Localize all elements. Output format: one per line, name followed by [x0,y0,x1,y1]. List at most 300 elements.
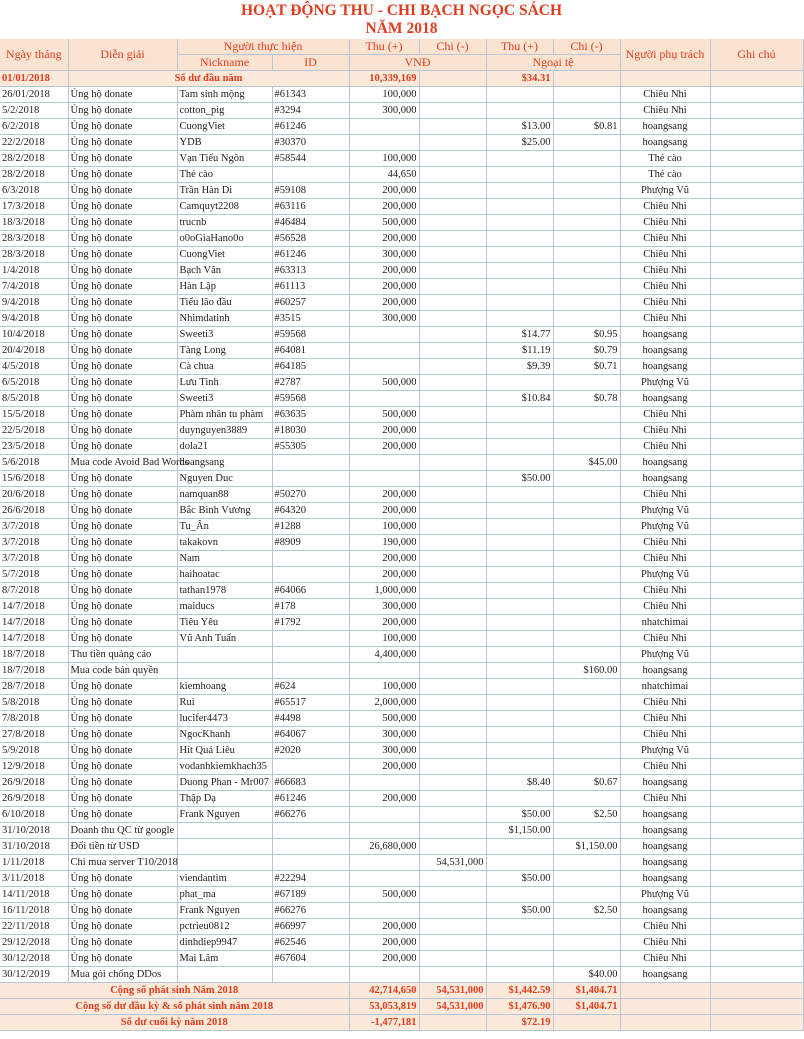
row-date: 14/7/2018 [0,631,68,647]
row-chi-usd: $2.50 [553,807,620,823]
row-desc: Doanh thu QC từ google [68,823,177,839]
row-chi-vnd [419,631,486,647]
row-chi-vnd [419,823,486,839]
row-note [710,583,803,599]
row-id: #55305 [272,439,349,455]
row-desc: Ủng hộ donate [68,519,177,535]
row-chi-usd [553,759,620,775]
row-id: #3515 [272,311,349,327]
row-id: #61113 [272,279,349,295]
row-nickname: Tiêu Yêu [177,615,272,631]
row-note [710,855,803,871]
row-id: #22294 [272,871,349,887]
row-desc: Đổi tiền từ USD [68,839,177,855]
row-desc: Ủng hộ donate [68,791,177,807]
row-thu-vnd: 200,000 [349,551,419,567]
row-date: 6/2/2018 [0,119,68,135]
row-nickname: Mai Lâm [177,951,272,967]
row-thu-vnd: 4,400,000 [349,647,419,663]
row-date: 12/9/2018 [0,759,68,775]
row-note [710,343,803,359]
row-note [710,423,803,439]
row-desc: Ủng hộ donate [68,743,177,759]
row-chi-vnd [419,183,486,199]
row-chi-vnd: 54,531,000 [419,855,486,871]
row-note [710,519,803,535]
header-note: Ghi chú [710,39,803,71]
row-desc: Thu tiền quảng cáo [68,647,177,663]
row-desc: Ủng hộ donate [68,695,177,711]
totals-thu-usd: $1,442.59 [486,983,553,999]
row-thu-vnd [349,359,419,375]
row-id: #1288 [272,519,349,535]
row-chi-vnd [419,503,486,519]
row-responsible: hoangsang [620,119,710,135]
row-thu-vnd: 44,650 [349,167,419,183]
row-nickname: phat_ma [177,887,272,903]
row-thu-vnd: 300,000 [349,103,419,119]
row-note [710,487,803,503]
row-thu-usd [486,679,553,695]
row-thu-vnd [349,455,419,471]
table-row [0,87,803,103]
row-nickname: hoangsang [177,455,272,471]
row-responsible: hoangsang [620,967,710,983]
row-responsible: Chiêu Nhi [620,263,710,279]
row-chi-usd [553,727,620,743]
table-row [0,135,803,151]
row-chi-vnd [419,311,486,327]
row-id: #2020 [272,743,349,759]
row-id [272,631,349,647]
totals-chi-vnd: 54,531,000 [419,983,486,999]
row-date: 1/4/2018 [0,263,68,279]
row-chi-vnd [419,903,486,919]
row-nickname: maiducs [177,599,272,615]
table-row [0,295,803,311]
row-nickname: Bạch Vân [177,263,272,279]
row-note [710,167,803,183]
row-nickname: Trần Hàn Di [177,183,272,199]
row-chi-vnd [419,391,486,407]
row-responsible: hoangsang [620,823,710,839]
row-chi-vnd [419,935,486,951]
row-date: 5/8/2018 [0,695,68,711]
row-thu-vnd: 300,000 [349,311,419,327]
table-row [0,439,803,455]
row-responsible: Chiêu Nhi [620,295,710,311]
row-date: 18/7/2018 [0,647,68,663]
row-desc: Mua code bản quyền [68,663,177,679]
table-row [0,679,803,695]
table-row [0,231,803,247]
table-row [0,215,803,231]
row-thu-vnd [349,471,419,487]
row-thu-vnd: 200,000 [349,263,419,279]
row-responsible: Phượng Vũ [620,887,710,903]
row-desc: Ủng hộ donate [68,375,177,391]
sheet-subtitle: NĂM 2018 [365,20,438,37]
row-thu-vnd: 300,000 [349,599,419,615]
row-note [710,103,803,119]
table-row [0,695,803,711]
row-chi-usd [553,679,620,695]
table-row [0,727,803,743]
row-date: 26/01/2018 [0,87,68,103]
row-date: 5/2/2018 [0,103,68,119]
row-note [710,775,803,791]
table-row [0,743,803,759]
row-id: #61246 [272,247,349,263]
table-row [0,871,803,887]
row-thu-usd [486,791,553,807]
row-responsible: Chiêu Nhi [620,407,710,423]
row-thu-vnd [349,903,419,919]
row-id: #178 [272,599,349,615]
row-desc: Ủng hộ donate [68,327,177,343]
row-id [272,839,349,855]
table-row [0,855,803,871]
row-thu-usd [486,967,553,983]
row-date: 28/2/2018 [0,151,68,167]
row-desc: Ủng hộ donate [68,263,177,279]
row-nickname [177,663,272,679]
row-nickname: Tiểu lão đầu [177,295,272,311]
row-desc: Ủng hộ donate [68,247,177,263]
totals-thu-usd: $72.19 [486,1015,553,1031]
row-thu-usd [486,551,553,567]
row-nickname: duynguyen3889 [177,423,272,439]
row-responsible: Chiêu Nhi [620,727,710,743]
totals-empty-1 [620,983,710,999]
row-responsible: Chiêu Nhi [620,599,710,615]
row-date: 3/7/2018 [0,519,68,535]
row-chi-usd [553,919,620,935]
table-row [0,951,803,967]
table-row [0,119,803,135]
row-chi-usd [553,743,620,759]
row-thu-usd [486,599,553,615]
row-thu-usd [486,103,553,119]
row-responsible: Phượng Vũ [620,375,710,391]
row-thu-vnd: 200,000 [349,199,419,215]
row-chi-usd [553,551,620,567]
row-thu-usd [486,263,553,279]
row-id: #1792 [272,615,349,631]
row-thu-vnd: 1,000,000 [349,583,419,599]
row-id [272,759,349,775]
row-nickname: Hít Quả Liêu [177,743,272,759]
row-chi-vnd [419,743,486,759]
row-chi-vnd [419,151,486,167]
row-nickname: Phàm nhân tu phàm [177,407,272,423]
row-thu-vnd [349,391,419,407]
row-responsible: Chiêu Nhi [620,279,710,295]
row-note [710,647,803,663]
row-note [710,295,803,311]
row-date: 26/6/2018 [0,503,68,519]
row-responsible: Chiêu Nhi [620,247,710,263]
row-id: #59108 [272,183,349,199]
row-responsible: Chiêu Nhi [620,311,710,327]
row-id: #4498 [272,711,349,727]
header-id: ID [272,55,349,71]
row-note [710,407,803,423]
row-note [710,615,803,631]
table-row [0,247,803,263]
row-note [710,567,803,583]
row-date: 28/2/2018 [0,167,68,183]
row-responsible: Chiêu Nhi [620,919,710,935]
row-chi-usd [553,295,620,311]
row-chi-vnd [419,375,486,391]
row-thu-vnd [349,967,419,983]
totals-label: Cộng số phát sinh Năm 2018 [0,983,349,999]
row-desc: Ủng hộ donate [68,183,177,199]
row-chi-usd [553,583,620,599]
row-nickname: haihoatac [177,567,272,583]
row-note [710,727,803,743]
row-nickname: Sweeti3 [177,327,272,343]
table-row [0,359,803,375]
row-chi-usd: $0.78 [553,391,620,407]
table-row [0,343,803,359]
row-chi-usd [553,231,620,247]
row-thu-vnd [349,775,419,791]
row-note [710,279,803,295]
row-desc: Ủng hộ donate [68,439,177,455]
row-responsible: hoangsang [620,327,710,343]
row-thu-vnd [349,327,419,343]
header-thu-usd: Thu (+) [486,39,553,55]
row-responsible: Chiêu Nhi [620,535,710,551]
row-chi-vnd [419,727,486,743]
row-nickname: namquan88 [177,487,272,503]
row-chi-usd [553,823,620,839]
row-date: 28/3/2018 [0,231,68,247]
row-date: 15/6/2018 [0,471,68,487]
row-id: #63116 [272,199,349,215]
row-thu-vnd: 200,000 [349,231,419,247]
table-row [0,663,803,679]
row-desc: Ủng hộ donate [68,775,177,791]
row-thu-vnd: 200,000 [349,183,419,199]
row-chi-vnd [419,263,486,279]
row-thu-usd [486,455,553,471]
table-row [0,375,803,391]
row-desc: Ủng hộ donate [68,679,177,695]
row-chi-vnd [419,295,486,311]
row-thu-usd [486,439,553,455]
row-chi-vnd [419,567,486,583]
row-chi-usd [553,935,620,951]
row-note [710,247,803,263]
row-nickname: dola21 [177,439,272,455]
header-date: Ngày tháng [0,39,68,71]
row-date: 22/5/2018 [0,423,68,439]
table-row [0,407,803,423]
row-id: #62546 [272,935,349,951]
row-nickname [177,967,272,983]
row-note [710,887,803,903]
totals-empty-2 [710,999,803,1015]
row-chi-vnd [419,519,486,535]
row-chi-vnd [419,455,486,471]
table-row [0,967,803,983]
row-date: 28/7/2018 [0,679,68,695]
row-note [710,551,803,567]
row-id: #3294 [272,103,349,119]
row-desc: Ủng hộ donate [68,391,177,407]
row-id: #64320 [272,503,349,519]
table-row [0,615,803,631]
row-thu-usd [486,951,553,967]
row-id: #67189 [272,887,349,903]
row-thu-usd: $9.39 [486,359,553,375]
row-thu-vnd: 200,000 [349,935,419,951]
row-date: 5/6/2018 [0,455,68,471]
row-date: 9/4/2018 [0,295,68,311]
row-nickname: Tam sinh mộng [177,87,272,103]
row-chi-vnd [419,839,486,855]
row-responsible: Phượng Vũ [620,519,710,535]
row-date: 31/10/2018 [0,839,68,855]
row-responsible: nhatchimai [620,679,710,695]
row-desc: Ủng hộ donate [68,503,177,519]
row-note [710,791,803,807]
table-row [0,199,803,215]
row-thu-usd [486,423,553,439]
row-nickname: Camquyt2208 [177,199,272,215]
row-desc: Ủng hộ donate [68,567,177,583]
row-note [710,759,803,775]
row-chi-vnd [419,103,486,119]
row-chi-vnd [419,119,486,135]
row-thu-vnd: 100,000 [349,631,419,647]
row-note [710,631,803,647]
row-nickname: CuongViet [177,119,272,135]
row-note [710,935,803,951]
row-chi-vnd [419,887,486,903]
row-nickname: Tu_Ân [177,519,272,535]
opening-empty-1 [419,71,486,87]
row-chi-vnd [419,711,486,727]
row-nickname: Rui [177,695,272,711]
row-chi-vnd [419,343,486,359]
row-id [272,471,349,487]
row-note [710,359,803,375]
row-id: #624 [272,679,349,695]
row-desc: Ủng hộ donate [68,551,177,567]
row-id: #56528 [272,231,349,247]
table-row [0,647,803,663]
row-thu-usd [486,583,553,599]
row-desc: Ủng hộ donate [68,279,177,295]
row-thu-vnd [349,855,419,871]
row-thu-usd [486,727,553,743]
row-thu-usd [486,151,553,167]
row-date: 22/2/2018 [0,135,68,151]
row-responsible: Chiêu Nhi [620,215,710,231]
row-id: #61246 [272,791,349,807]
row-nickname: cotton_pig [177,103,272,119]
table-row [0,151,803,167]
row-nickname: tathan1978 [177,583,272,599]
row-chi-usd [553,615,620,631]
row-thu-usd [486,647,553,663]
totals-thu-vnd: -1,477,181 [349,1015,419,1031]
row-chi-vnd [419,599,486,615]
row-desc: Ủng hộ donate [68,359,177,375]
row-thu-vnd: 500,000 [349,711,419,727]
row-note [710,439,803,455]
row-chi-vnd [419,647,486,663]
row-responsible: Chiêu Nhi [620,231,710,247]
row-nickname [177,647,272,663]
row-chi-usd: $2.50 [553,903,620,919]
row-desc: Chi mua server T10/2018 [68,855,177,871]
header-row-1 [0,39,803,55]
row-thu-vnd: 200,000 [349,791,419,807]
row-thu-usd [486,279,553,295]
row-chi-usd [553,471,620,487]
row-id: #67604 [272,951,349,967]
opening-empty-3 [620,71,710,87]
row-chi-usd [553,215,620,231]
table-row [0,839,803,855]
header-vnd: VNĐ [349,55,486,71]
table-row [0,519,803,535]
row-nickname: Lưu Tinh [177,375,272,391]
row-chi-vnd [419,407,486,423]
row-date: 3/7/2018 [0,551,68,567]
row-date: 20/4/2018 [0,343,68,359]
row-thu-vnd: 200,000 [349,279,419,295]
header-usd: Ngoại tệ [486,55,620,71]
row-chi-usd [553,791,620,807]
header-chi-usd: Chi (-) [553,39,620,55]
table-row [0,423,803,439]
row-thu-usd [486,503,553,519]
row-chi-vnd [419,679,486,695]
row-date: 14/7/2018 [0,599,68,615]
row-desc: Ủng hộ donate [68,759,177,775]
row-date: 4/5/2018 [0,359,68,375]
row-date: 3/7/2018 [0,535,68,551]
row-chi-usd [553,87,620,103]
totals-chi-usd [553,1015,620,1031]
table-row [0,759,803,775]
row-thu-vnd: 200,000 [349,615,419,631]
row-nickname: Frank Nguyen [177,807,272,823]
row-date: 16/11/2018 [0,903,68,919]
header-thu-vnd: Thu (+) [349,39,419,55]
row-date: 9/4/2018 [0,311,68,327]
row-chi-usd: $160.00 [553,663,620,679]
row-note [710,903,803,919]
totals-chi-vnd [419,1015,486,1031]
totals-row [0,999,803,1015]
row-thu-usd [486,663,553,679]
table-row [0,183,803,199]
row-nickname: Nguyen Duc [177,471,272,487]
row-thu-vnd: 500,000 [349,407,419,423]
row-nickname: viendantim [177,871,272,887]
row-chi-usd [553,711,620,727]
row-note [710,599,803,615]
row-chi-vnd [419,471,486,487]
table-row [0,263,803,279]
